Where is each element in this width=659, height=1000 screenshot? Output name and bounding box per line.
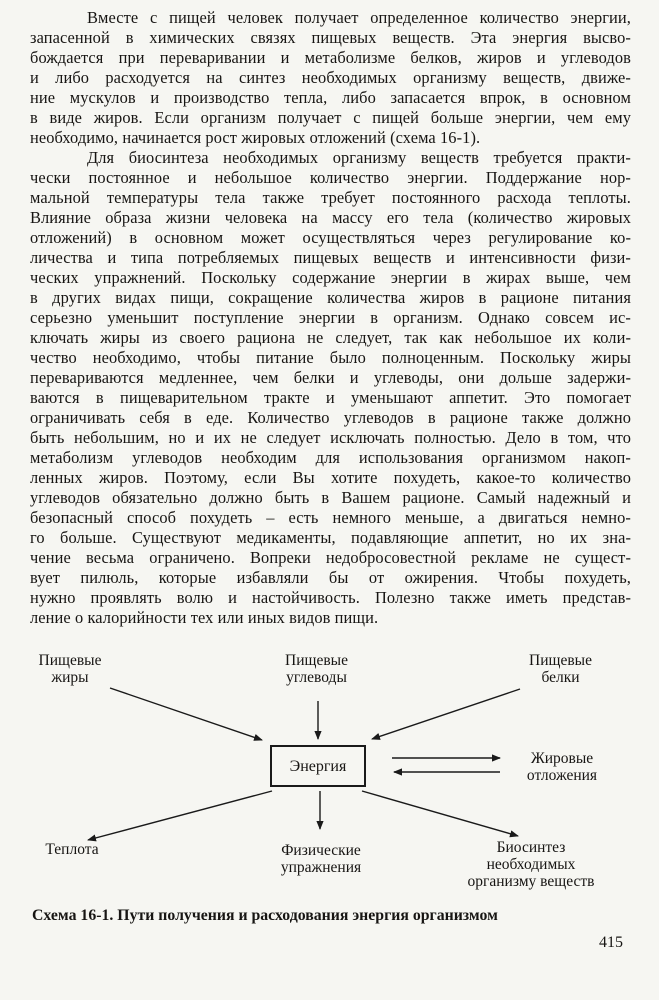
node-food-proteins xyxy=(513,652,608,686)
paragraph-1 xyxy=(30,0,631,148)
text-line: Вместе с пищей человек получает определенное количество энергии, xyxy=(87,8,631,27)
node-food-carbs-line2: углеводы xyxy=(286,669,347,686)
text-line: в других видах пищи, сокращение количества жиров в рационе питания xyxy=(30,288,631,307)
text-line: личества и типа потребляемых пищевых веществ и интенсивности физи- xyxy=(30,248,631,267)
figure-caption: Схема 16-1. Пути получения и расходования энергия организмом xyxy=(32,907,498,924)
text-line: Для биосинтеза необходимых организму веществ требуется практи- xyxy=(87,148,631,167)
node-biosynthesis-line3: организму веществ xyxy=(467,873,595,890)
node-biosynthesis-line2: необходимых xyxy=(486,856,576,873)
arrow-energy-to-heat-icon xyxy=(88,791,272,840)
text-line: углеводов обязательно должно быть в Вашем рационе. Самый надежный и xyxy=(30,488,631,507)
node-fat-deposits xyxy=(512,750,612,784)
text-line: чение весьма ограничено. Вопреки недобросовестной рекламе не сущест- xyxy=(30,548,631,567)
arrow-energy-to-biosynthesis-icon xyxy=(362,791,518,836)
text-line: перевариваются медленнее, чем белки и углеводы, они дольше задержи- xyxy=(30,368,631,387)
node-food-proteins-line1: Пищевые xyxy=(529,652,592,669)
node-food-fats xyxy=(25,652,115,686)
node-biosynthesis xyxy=(450,839,612,890)
node-food-proteins-line2: белки xyxy=(541,669,580,686)
node-exercise-line1: Физические xyxy=(281,842,361,859)
text-line: ние мускулов и производство тепла, либо запасается впрок, в основном xyxy=(30,88,631,107)
text-line: и либо расходуется на синтез необходимых организму веществ, движе- xyxy=(30,68,631,87)
node-heat xyxy=(34,841,110,858)
node-fat-deposits-line2: отложения xyxy=(526,767,598,784)
text-line: ваются в пищеварительном тракте и уменьшают аппетит. Это помогает xyxy=(30,388,631,407)
arrow-proteins-to-energy-icon xyxy=(372,689,520,739)
text-line: серьезно уменьшит поступление энергии в организм. Однако совсем ис- xyxy=(30,308,631,327)
node-energy-label: Энергия xyxy=(289,757,347,775)
text-line: чески постоянное и небольшое количество энергии. Поддержание нор- xyxy=(30,168,631,187)
text-line: ленных жиров. Поэтому, если Вы хотите похудеть, какое-то количество xyxy=(30,468,631,487)
text-line: мальной температуры тела также требует постоянного расхода теплоты. xyxy=(30,188,631,207)
node-food-carbs-line1: Пищевые xyxy=(285,652,348,669)
text-line: метаболизм углеводов необходим для использования организмом накоп- xyxy=(30,448,631,467)
text-line: безопасный способ похудеть – есть немного меньше, а двигаться немно- xyxy=(30,508,631,527)
text-line: ческих упражнений. Поскольку содержание энергии в жирах выше, чем xyxy=(30,268,631,287)
text-line: нужно проявлять волю и настойчивость. Полезно также иметь представ- xyxy=(30,588,631,607)
text-line: отложений) в основном может осуществляться через регулирование ко- xyxy=(30,228,631,247)
node-food-fats-line2: жиры xyxy=(51,669,89,686)
text-line: Влияние образа жизни человека на массу его тела (количество жировых xyxy=(30,208,631,227)
page-number: 415 xyxy=(599,934,623,951)
text-line: ключать жиры из своего рациона не следует, так как небольшое их коли- xyxy=(30,328,631,347)
energy-flow-diagram xyxy=(0,645,659,906)
text-line: ление о калорийности тех или иных видов пищи. xyxy=(30,608,379,627)
node-exercise xyxy=(268,842,374,876)
paragraph-2 xyxy=(30,148,631,628)
text-line: вует пилюль, которые избавляли бы от ожирения. Чтобы похудеть, xyxy=(30,568,631,587)
text-line: го больше. Существуют медикаменты, подавляющие аппетит, но их зна- xyxy=(30,528,631,547)
node-exercise-line2: упражнения xyxy=(280,859,362,876)
text-line: бождается при переваривании и метаболизме белков, жиров и углеводов xyxy=(30,48,631,67)
node-biosynthesis-line1: Биосинтез xyxy=(496,839,566,856)
text-line: необходимо, начинается рост жировых отложений (схема 16-1). xyxy=(30,128,481,147)
text-line: запасенной в химических связях пищевых веществ. Эта энергия высво- xyxy=(30,28,631,47)
text-line: ограничивать себя в еде. Количество углеводов в рационе также должно xyxy=(30,408,631,427)
node-energy xyxy=(270,745,366,787)
node-heat-label: Теплота xyxy=(45,841,99,858)
node-fat-deposits-line1: Жировые xyxy=(530,750,594,767)
node-food-fats-line1: Пищевые xyxy=(38,652,102,669)
node-food-carbs xyxy=(268,652,365,686)
text-line: чество необходимо, чтобы питание было полноценным. Поскольку жиры xyxy=(30,348,631,367)
text-line: быть небольшим, но и их не следует исключать полностью. Дело в том, что xyxy=(30,428,631,447)
arrow-fats-to-energy-icon xyxy=(110,688,262,740)
text-line: в виде жиров. Если организм получает с пищей больше энергии, чем ему xyxy=(30,108,631,127)
